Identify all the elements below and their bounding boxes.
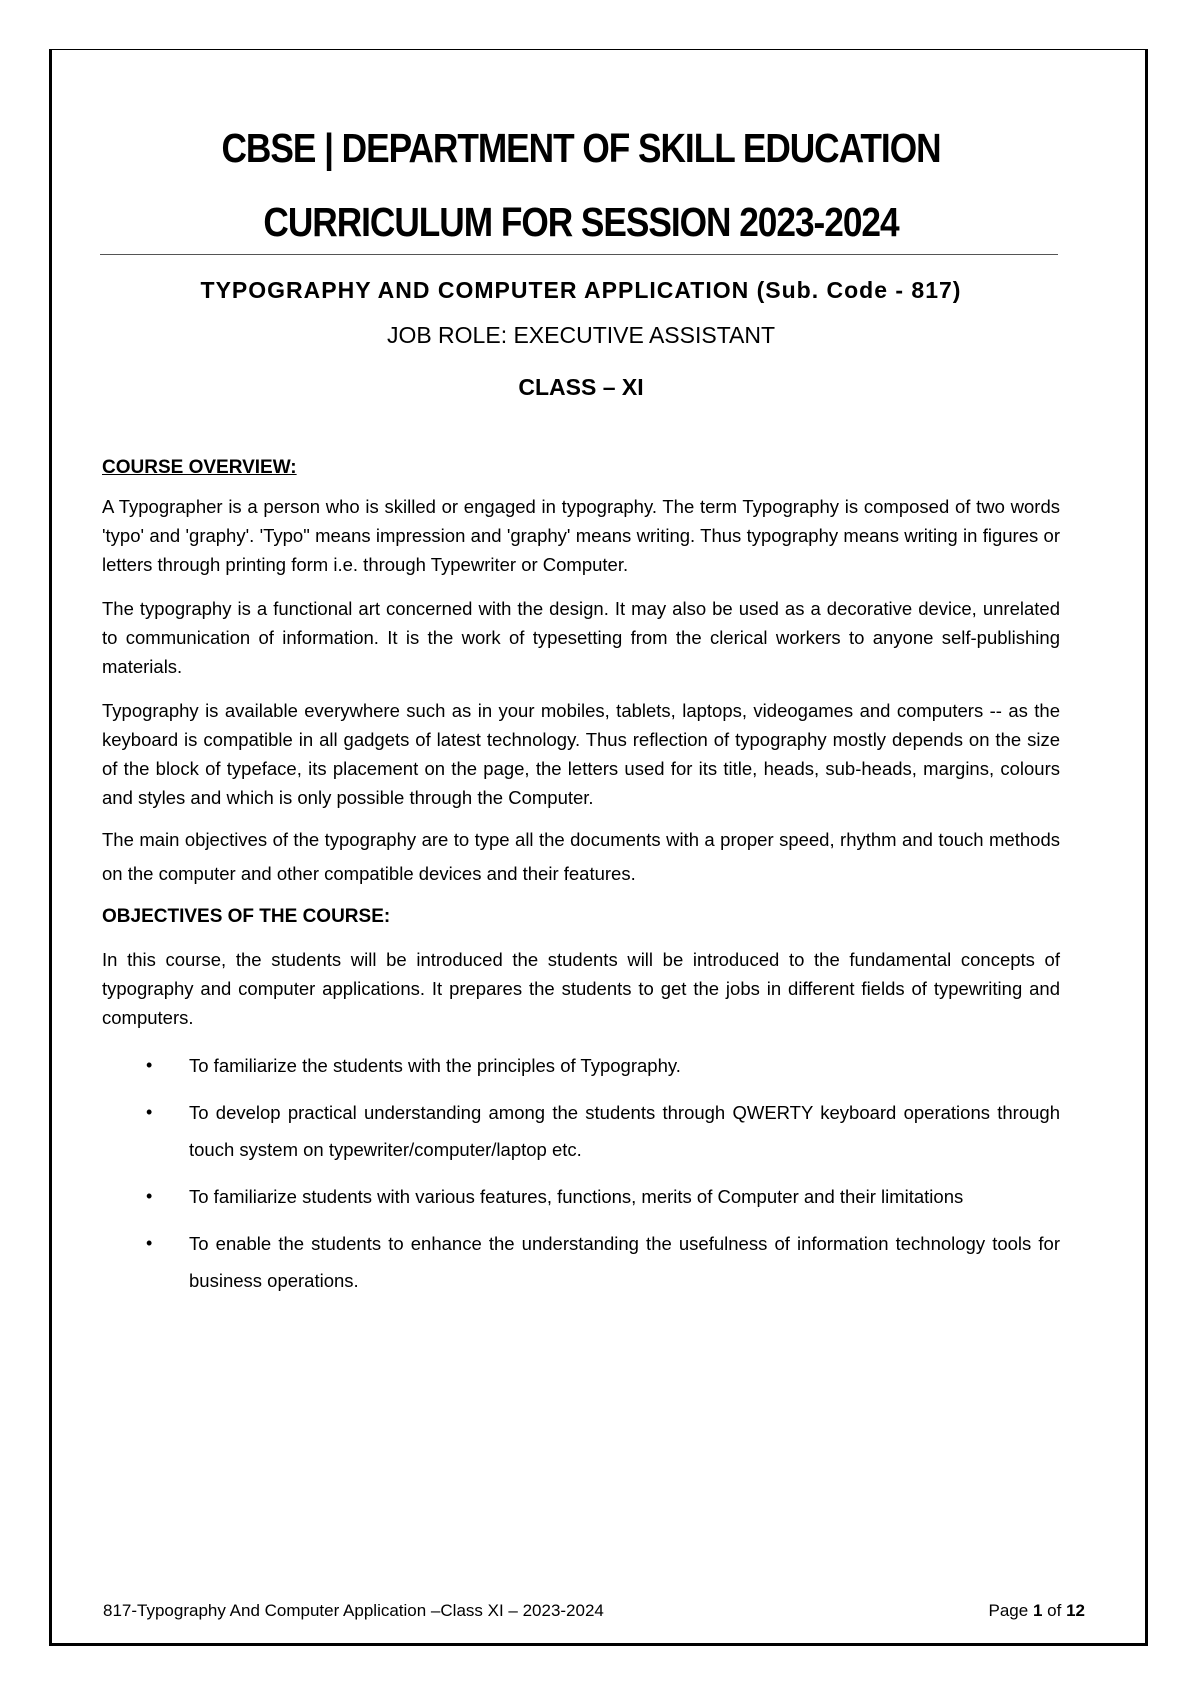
- subject-title: TYPOGRAPHY AND COMPUTER APPLICATION (Sub. Code - 817): [200, 277, 962, 303]
- title-divider: [100, 254, 1058, 255]
- objective-text: To familiarize students with various features, functions, merits of Computer and their limitations: [189, 1186, 964, 1207]
- objectives-heading: OBJECTIVES OF THE COURSE:: [102, 906, 391, 927]
- page-current: 1: [1032, 1601, 1043, 1620]
- objectives-intro: In this course, the students will be introduced the students will be introduced to the fundamental concepts of typography and computer applications. It prepares the students to get the jobs in different fields of typewriting and computers.: [102, 949, 1060, 1028]
- document-body: [102, 108, 1060, 1299]
- overview-paragraph-4: The main objectives of the typography are to type all the documents with a proper speed, rhythm and touch methods on the computer and other compatible devices and their features.: [102, 829, 1060, 884]
- overview-paragraph-1: A Typographer is a person who is skilled or engaged in typography. The term Typography is composed of two words 'typo' and 'graphy'. 'Typo" means impression and 'graphy' means writing. Thus typography means writing in figures or letters through printing form i.e. through Typewriter or Computer.: [102, 496, 1060, 575]
- overview-paragraph-2: The typography is a functional art concerned with the design. It may also be used as a decorative device, unrelated to communication of information. It is the work of typesetting from the clerical workers to anyone self-publishing materials.: [102, 598, 1060, 677]
- list-item: [102, 1225, 1060, 1299]
- page-of: of: [1047, 1601, 1062, 1620]
- list-item: [102, 1178, 1060, 1215]
- bullet-icon: •: [146, 1233, 153, 1253]
- bullet-icon: •: [146, 1055, 153, 1075]
- course-overview-heading: COURSE OVERVIEW:: [102, 457, 297, 478]
- document-title-line-2: CURRICULUM FOR SESSION 2023-2024: [263, 199, 899, 245]
- objective-text: To develop practical understanding among the students through QWERTY keyboard operations through touch system on typewriter/computer/laptop etc.: [189, 1102, 1060, 1160]
- job-role: JOB ROLE: EXECUTIVE ASSISTANT: [386, 322, 776, 348]
- document-title-line-1: CBSE | DEPARTMENT OF SKILL EDUCATION: [221, 125, 941, 171]
- list-item: [102, 1047, 1060, 1084]
- page-total: 12: [1066, 1601, 1085, 1620]
- objectives-list: [102, 1047, 1060, 1299]
- bullet-icon: •: [146, 1186, 153, 1206]
- page-label: Page: [988, 1601, 1029, 1620]
- class-label: CLASS – XI: [518, 374, 644, 400]
- objective-text: To enable the students to enhance the understanding the usefulness of information technology tools for business operations.: [189, 1233, 1060, 1291]
- page-number: [989, 1601, 1085, 1621]
- footer-document-label: 817-Typography And Computer Application –Class XI – 2023-2024: [103, 1601, 604, 1620]
- bullet-icon: •: [146, 1102, 153, 1122]
- overview-paragraph-3: Typography is available everywhere such as in your mobiles, tablets, laptops, videogames and computers -- as the keyboard is compatible in all gadgets of latest technology. Thus reflection of typography mostly depends on the size of the block of typeface, its placement on the page, the letters used for its title, heads, sub-heads, margins, colours and styles and which is only possible through the Computer.: [102, 700, 1060, 808]
- list-item: [102, 1094, 1060, 1168]
- objective-text: To familiarize the students with the principles of Typography.: [189, 1055, 681, 1076]
- page-footer: [103, 1601, 1085, 1621]
